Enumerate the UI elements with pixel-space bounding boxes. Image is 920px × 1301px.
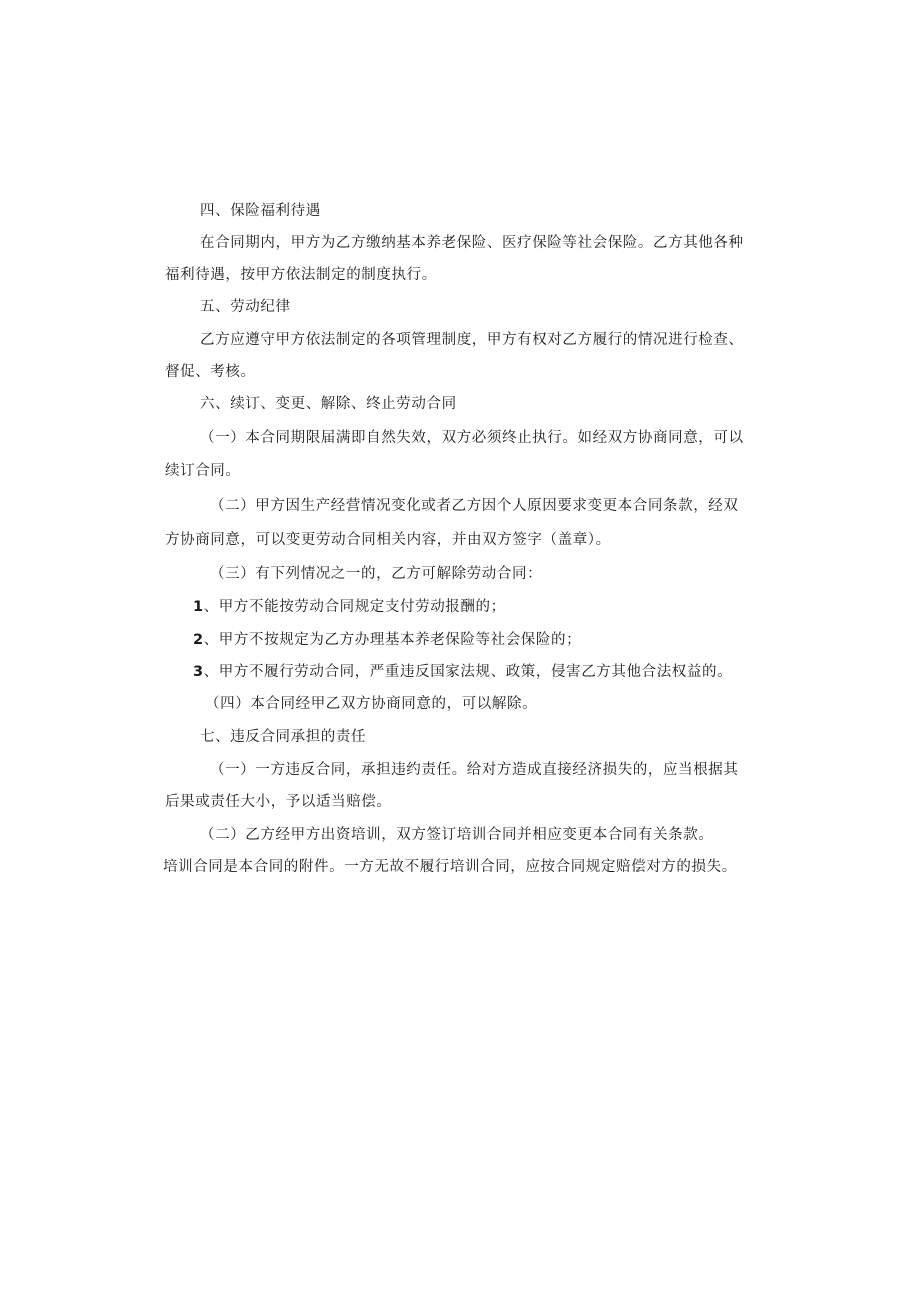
paragraph-line: 在合同期内，甲方为乙方缴纳基本养老保险、医疗保险等社会保险。乙方其他各种 xyxy=(200,235,744,251)
list-item-number: 2 xyxy=(193,632,204,648)
clause-line: 方协商同意，可以变更劳动合同相关内容，并由双方签字（盖章）。 xyxy=(165,532,611,548)
clause-line: （二）乙方经甲方出资培训，双方签订培训合同并相应变更本合同有关条款。 xyxy=(200,827,714,843)
paragraph-line: 福利待遇，按甲方依法制定的制度执行。 xyxy=(165,267,437,283)
clause-line: （二）甲方因生产经营情况变化或者乙方因个人原因要求变更本合同条款，经双 xyxy=(210,498,739,514)
clause-line: 后果或责任大小，予以适当赔偿。 xyxy=(165,794,392,810)
section-heading-contract-changes: 六、续订、变更、解除、终止劳动合同 xyxy=(200,396,457,412)
paragraph-line: 乙方应遵守甲方依法制定的各项管理制度，甲方有权对乙方履行的情况进行检查、 xyxy=(200,332,744,348)
list-item xyxy=(193,662,732,682)
section-heading-insurance: 四、保险福利待遇 xyxy=(200,203,321,219)
list-item-number: 3 xyxy=(193,664,204,680)
section-heading-discipline: 五、劳动纪律 xyxy=(200,299,291,315)
clause-line: （一）本合同期限届满即自然失效，双方必须终止执行。如经双方协商同意，可以 xyxy=(200,430,744,446)
list-item xyxy=(193,630,581,650)
clause-line: （四）本合同经甲乙双方协商同意的，可以解除。 xyxy=(205,696,538,712)
clause-line: 续订合同。 xyxy=(165,463,241,479)
list-item-number: 1 xyxy=(193,599,204,615)
paragraph-line: 督促、考核。 xyxy=(165,364,256,380)
clause-line: （一）一方违反合同，承担违约责任。给对方造成直接经济损失的，应当根据其 xyxy=(210,762,739,778)
clause-line: 培训合同是本合同的附件。一方无故不履行培训合同，应按合同规定赔偿对方的损失。 xyxy=(163,859,737,875)
list-item-text: 、甲方不按规定为乙方办理基本养老保险等社会保险的； xyxy=(203,632,582,648)
list-item-text: 、甲方不履行劳动合同，严重违反国家法规、政策，侵害乙方其他合法权益的。 xyxy=(203,664,733,680)
list-item-text: 、甲方不能按劳动合同规定支付劳动报酬的； xyxy=(203,599,506,615)
section-heading-liability: 七、违反合同承担的责任 xyxy=(200,729,367,745)
list-item xyxy=(193,597,506,617)
clause-line: （三）有下列情况之一的，乙方可解除劳动合同： xyxy=(210,566,543,582)
